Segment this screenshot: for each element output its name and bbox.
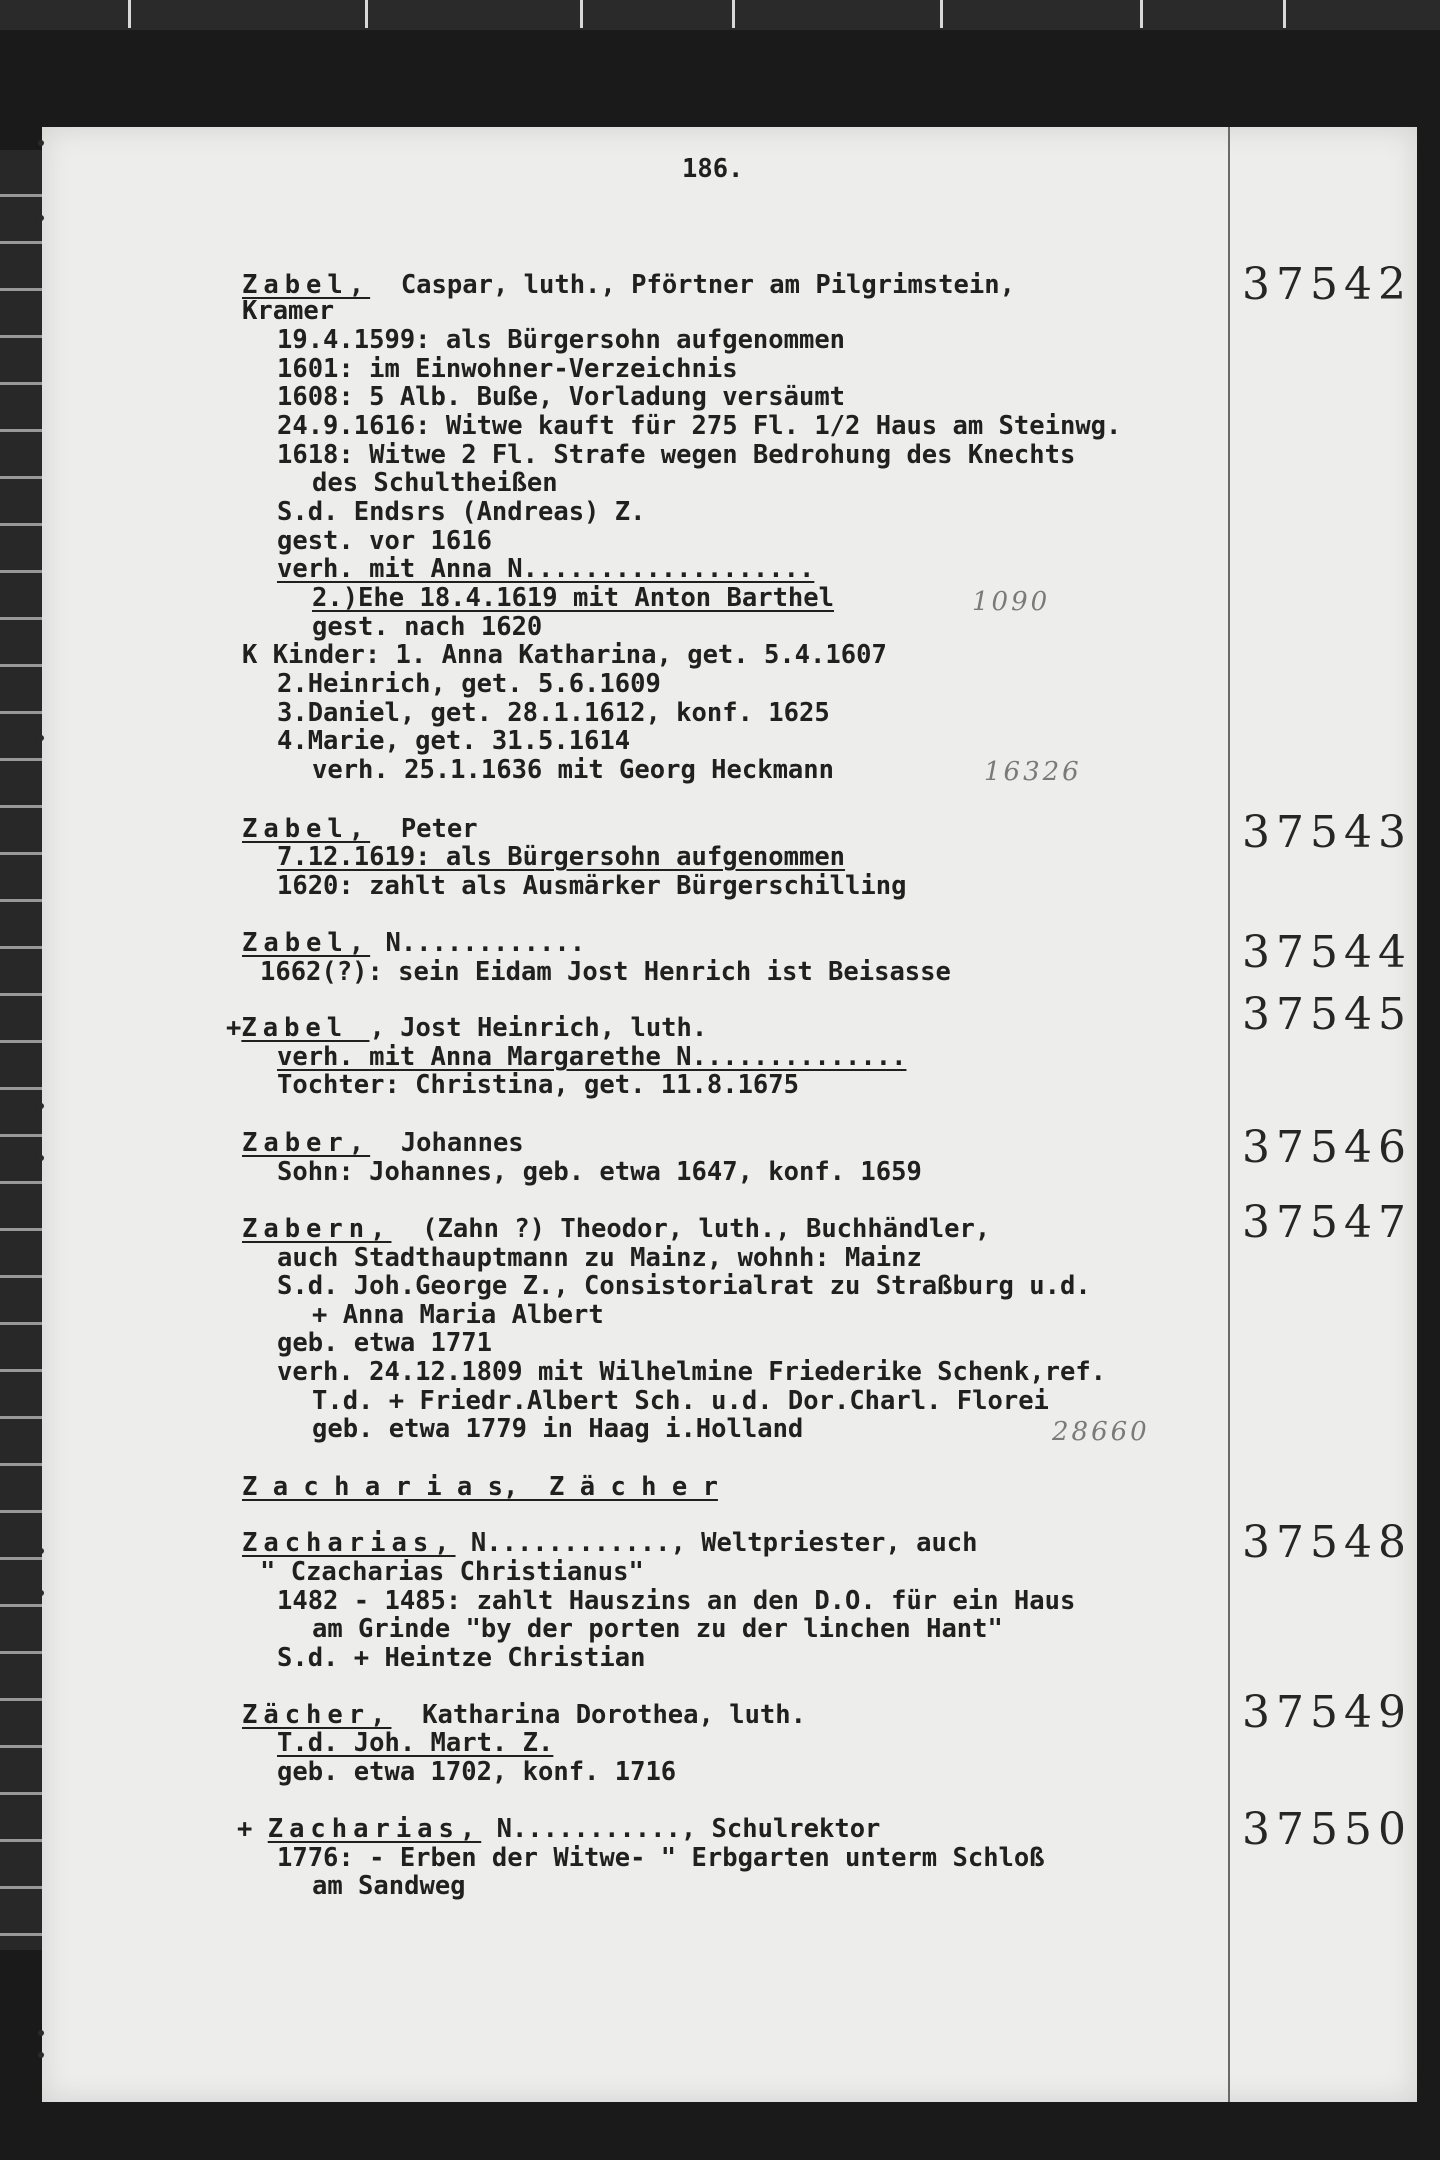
entry-line: geb. etwa 1702, konf. 1716 bbox=[277, 1757, 677, 1787]
punch-mark bbox=[38, 2030, 44, 2036]
entry-line bbox=[242, 1701, 806, 1730]
entry-line-rest: Peter bbox=[370, 814, 478, 844]
entry-line-rest: , Jost Heinrich, luth. bbox=[369, 1013, 708, 1043]
punch-mark bbox=[38, 215, 44, 221]
edge-tick bbox=[1140, 0, 1143, 28]
section-heading: Z a c h a r i a s, Z ä c h e r bbox=[242, 1472, 718, 1502]
surname: Zacharias, bbox=[242, 1528, 456, 1558]
entry-line: 2.Heinrich, get. 5.6.1609 bbox=[277, 669, 661, 699]
entry-line-rest: Caspar, luth., Pförtner am Pilgrimstein, bbox=[370, 270, 1015, 300]
edge-tick bbox=[1283, 0, 1286, 28]
entry-line: 24.9.1616: Witwe kauft für 275 Fl. 1/2 Haus am Steinwg. bbox=[277, 411, 1122, 441]
entry-line: 4.Marie, get. 31.5.1614 bbox=[277, 726, 631, 756]
punch-mark bbox=[38, 1548, 44, 1554]
cross-mark: + bbox=[237, 1814, 268, 1844]
entry-line-rest: N............, Weltpriester, auch bbox=[455, 1528, 978, 1558]
ref-number: 37547 bbox=[1242, 1197, 1412, 1248]
ref-number: 37548 bbox=[1242, 1517, 1412, 1568]
entry-line: geb. etwa 1779 in Haag i.Holland bbox=[312, 1414, 804, 1444]
ref-number: 37544 bbox=[1242, 927, 1412, 978]
punch-mark bbox=[38, 1590, 44, 1596]
punch-mark bbox=[38, 140, 44, 146]
entry-line: 2.)Ehe 18.4.1619 mit Anton Barthel bbox=[312, 583, 834, 613]
entry-line: 3.Daniel, get. 28.1.1612, konf. 1625 bbox=[277, 698, 830, 728]
card-rack bbox=[0, 150, 42, 1950]
entry-line: gest. vor 1616 bbox=[277, 526, 492, 556]
entry-line bbox=[226, 1014, 707, 1043]
punch-mark bbox=[38, 1103, 44, 1109]
punch-mark bbox=[38, 735, 44, 741]
surname: Zaber, bbox=[242, 1128, 371, 1158]
entry-line: verh. 25.1.1636 mit Georg Heckmann bbox=[312, 755, 834, 785]
entry-line bbox=[242, 1215, 990, 1244]
entry-line bbox=[242, 1529, 978, 1558]
entry-line: 1620: zahlt als Ausmärker Bürgerschilling bbox=[277, 871, 907, 901]
entry-line bbox=[242, 815, 478, 844]
entry-line-rest: (Zahn ?) Theodor, luth., Buchhändler, bbox=[391, 1214, 991, 1244]
ref-number: 37545 bbox=[1242, 989, 1412, 1040]
ref-number: 37546 bbox=[1242, 1122, 1412, 1173]
entry-line-rest: N............ bbox=[370, 928, 586, 958]
surname: Zabern, bbox=[242, 1214, 392, 1244]
entry-line: 7.12.1619: als Bürgersohn aufgenommen bbox=[277, 842, 846, 872]
entry-line: am Sandweg bbox=[312, 1871, 466, 1901]
entry-line bbox=[242, 1129, 524, 1158]
entry-line: S.d. Joh.George Z., Consistorialrat zu Straßburg u.d. bbox=[277, 1271, 1091, 1301]
entry-line bbox=[242, 929, 585, 958]
ref-number: 37550 bbox=[1242, 1804, 1412, 1855]
ref-number: 37549 bbox=[1242, 1687, 1412, 1738]
surname: Zabel, bbox=[242, 928, 371, 958]
entry-line: 1608: 5 Alb. Buße, Vorladung versäumt bbox=[277, 382, 846, 412]
entry-line: des Schultheißen bbox=[312, 468, 558, 498]
entry-line bbox=[237, 1815, 880, 1844]
entry-line: geb. etwa 1771 bbox=[277, 1328, 492, 1358]
entry-line: T.d. + Friedr.Albert Sch. u.d. Dor.Charl. Florei bbox=[312, 1386, 1049, 1416]
pencil-note: 16326 bbox=[984, 757, 1082, 787]
index-card bbox=[42, 127, 1417, 2102]
surname: Zabel, bbox=[242, 814, 371, 844]
entry-line-rest: N..........., Schulrektor bbox=[481, 1814, 881, 1844]
surname: Zabel, bbox=[242, 270, 371, 300]
pencil-note: 28660 bbox=[1052, 1417, 1150, 1447]
edge-tick bbox=[580, 0, 583, 28]
drawer-edge bbox=[0, 0, 1440, 30]
entry-line-rest: Johannes bbox=[370, 1128, 524, 1158]
entry-line: T.d. Joh. Mart. Z. bbox=[277, 1728, 554, 1758]
entry-line: auch Stadthauptmann zu Mainz, wohnh: Mainz bbox=[277, 1243, 922, 1273]
entry-line: Tochter: Christina, get. 11.8.1675 bbox=[277, 1070, 799, 1100]
entry-line: 1618: Witwe 2 Fl. Strafe wegen Bedrohung des Knechts bbox=[277, 440, 1076, 470]
entry-line: S.d. + Heintze Christian bbox=[277, 1643, 646, 1673]
entry-line: 1662(?): sein Eidam Jost Henrich ist Beisasse bbox=[260, 957, 951, 987]
entry-line bbox=[242, 271, 1015, 300]
entry-line: 19.4.1599: als Bürgersohn aufgenommen bbox=[277, 325, 846, 355]
entry-line: S.d. Endsrs (Andreas) Z. bbox=[277, 497, 646, 527]
edge-tick bbox=[732, 0, 735, 28]
page-number: 186. bbox=[682, 154, 744, 184]
entry-line: verh. mit Anna Margarethe N.............. bbox=[277, 1042, 907, 1072]
entry-line: verh. 24.12.1809 mit Wilhelmine Friederike Schenk,ref. bbox=[277, 1357, 1107, 1387]
entry-line: Kramer bbox=[242, 296, 335, 326]
entry-line: 1601: im Einwohner-Verzeichnis bbox=[277, 354, 738, 384]
entry-line: gest. nach 1620 bbox=[312, 612, 543, 642]
edge-tick bbox=[365, 0, 368, 28]
ref-column-rule bbox=[1228, 127, 1230, 2102]
punch-mark bbox=[38, 1155, 44, 1161]
edge-tick bbox=[940, 0, 943, 28]
ref-number: 37542 bbox=[1242, 259, 1412, 310]
entry-line: Sohn: Johannes, geb. etwa 1647, konf. 1659 bbox=[277, 1157, 922, 1187]
entry-line: K Kinder: 1. Anna Katharina, get. 5.4.1607 bbox=[242, 640, 887, 670]
entry-line: verh. mit Anna N................... bbox=[277, 554, 815, 584]
ref-number: 37543 bbox=[1242, 807, 1412, 858]
entry-line-rest: Katharina Dorothea, luth. bbox=[391, 1700, 806, 1730]
surname: Zächer, bbox=[242, 1700, 392, 1730]
edge-tick bbox=[128, 0, 131, 28]
surname: Zabel bbox=[241, 1013, 370, 1043]
cross-mark: + bbox=[226, 1013, 242, 1043]
entry-line: 1776: - Erben der Witwe- " Erbgarten unterm Schloß bbox=[277, 1843, 1045, 1873]
entry-line: am Grinde "by der porten zu der linchen Hant" bbox=[312, 1614, 1003, 1644]
punch-mark bbox=[38, 2052, 44, 2058]
entry-line: " Czacharias Christianus" bbox=[260, 1557, 644, 1587]
entry-line: 1482 - 1485: zahlt Hauszins an den D.O. für ein Haus bbox=[277, 1586, 1076, 1616]
entry-line: + Anna Maria Albert bbox=[312, 1300, 604, 1330]
surname: Zacharias, bbox=[267, 1814, 482, 1844]
pencil-note: 1090 bbox=[972, 587, 1051, 617]
